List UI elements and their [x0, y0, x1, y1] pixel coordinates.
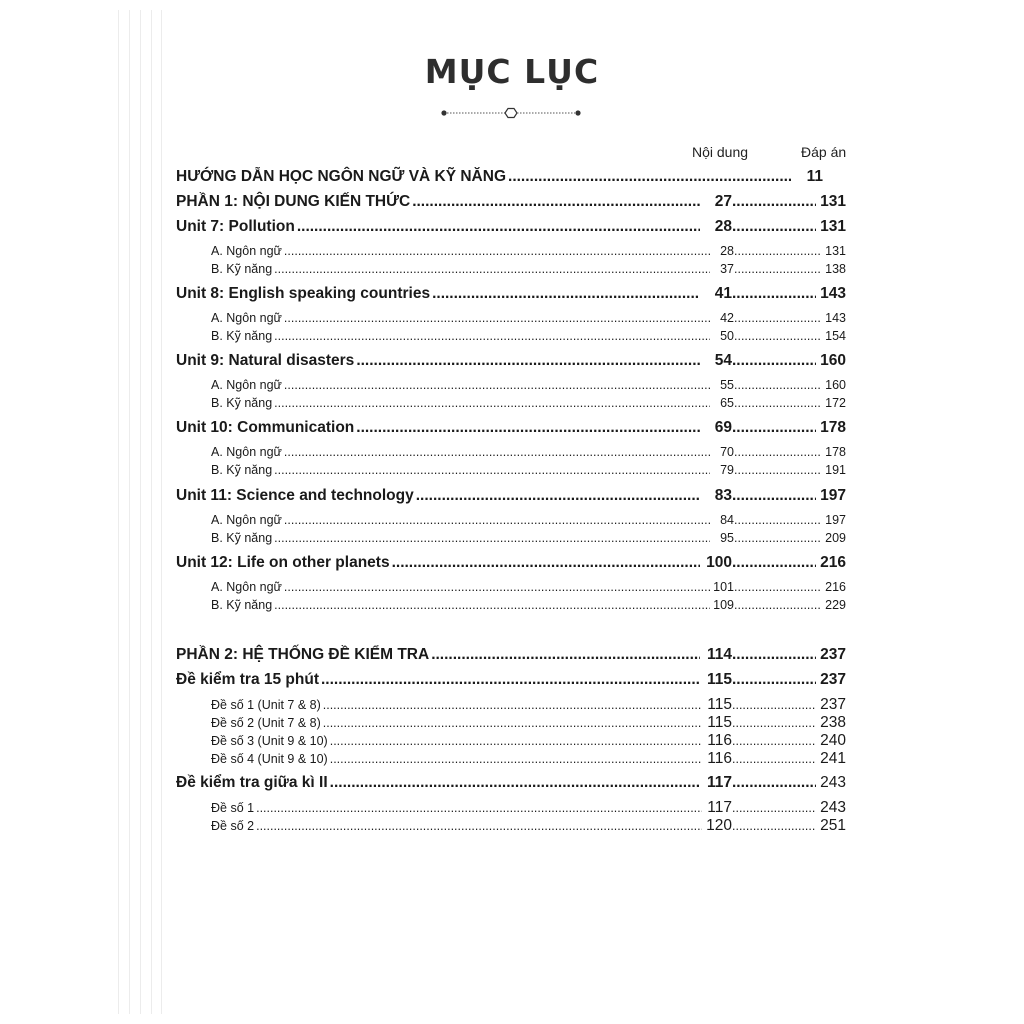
dot-leader — [732, 752, 816, 766]
entry-answer-page: 131 — [825, 244, 846, 258]
dot-leader — [274, 329, 710, 343]
entry-answer-page: 216 — [825, 580, 846, 594]
page-edge-lines — [118, 10, 162, 1014]
entry-page: 69 — [714, 419, 732, 436]
dot-leader — [330, 752, 702, 766]
dot-leader — [256, 801, 702, 815]
dot-leader — [323, 716, 702, 730]
entry-answer-page: 251 — [820, 817, 846, 834]
entry-label: Đề số 1 (Unit 7 & 8) — [211, 698, 321, 712]
entry-page: 100 — [706, 554, 732, 571]
entry-label: A. Ngôn ngữ — [211, 378, 282, 392]
dot-leader — [297, 218, 700, 236]
dot-leader — [734, 311, 822, 325]
toc-entry-unit-10[interactable] — [176, 419, 846, 439]
dot-leader — [416, 487, 700, 505]
dot-leader — [432, 285, 700, 303]
toc-subentry[interactable] — [176, 580, 846, 597]
entry-page: 65 — [720, 396, 734, 410]
dot-leader — [732, 193, 816, 211]
toc-subentry[interactable] — [176, 244, 846, 261]
dot-leader — [734, 244, 822, 258]
toc-subentry[interactable] — [176, 329, 846, 346]
entry-page: 115 — [707, 696, 732, 713]
dot-leader — [392, 554, 700, 572]
dot-leader — [734, 396, 822, 410]
entry-label: Đề kiểm tra giữa kì II — [176, 774, 328, 791]
toc-entry-part-2[interactable] — [176, 646, 846, 666]
entry-answer-page: 229 — [825, 598, 846, 612]
entry-page: 116 — [707, 732, 732, 749]
entry-label: Unit 12: Life on other planets — [176, 554, 390, 571]
entry-answer-page: 197 — [825, 513, 846, 527]
entry-answer-page: 237 — [820, 696, 846, 713]
dot-leader — [256, 819, 702, 833]
entry-label: A. Ngôn ngữ — [211, 580, 282, 594]
dot-leader — [323, 698, 702, 712]
toc-subentry[interactable] — [176, 513, 846, 530]
dot-leader — [734, 378, 822, 392]
entry-answer-page: 197 — [820, 487, 846, 504]
toc-subentry[interactable] — [176, 262, 846, 279]
toc-entry-midterm-tests[interactable] — [176, 774, 846, 794]
dot-leader — [284, 580, 710, 594]
toc-subentry[interactable] — [176, 598, 846, 615]
entry-answer-page: 178 — [825, 445, 846, 459]
entry-page: 79 — [720, 463, 734, 477]
dot-leader — [734, 262, 822, 276]
entry-page: 95 — [720, 531, 734, 545]
dot-leader — [732, 218, 816, 236]
entry-answer-page: 241 — [820, 750, 846, 767]
dot-leader — [732, 819, 816, 833]
entry-label: Unit 9: Natural disasters — [176, 352, 355, 369]
entry-page: 117 — [707, 799, 732, 816]
entry-label: PHẦN 2: HỆ THỐNG ĐỀ KIỂM TRA — [176, 646, 430, 663]
dot-leader — [274, 463, 710, 477]
dot-leader — [734, 463, 822, 477]
toc-test-entry[interactable] — [176, 732, 846, 750]
entry-label: PHẦN 1: NỘI DUNG KIẾN THỨC — [176, 193, 411, 210]
entry-page: 120 — [706, 817, 732, 834]
entry-label: B. Kỹ năng — [211, 396, 273, 410]
toc-entry-15-minute-tests[interactable] — [176, 671, 846, 691]
dot-leader — [274, 598, 710, 612]
dot-leader — [732, 774, 816, 792]
entry-label: A. Ngôn ngữ — [211, 513, 282, 527]
dot-leader — [732, 419, 816, 437]
entry-answer-page: 131 — [820, 193, 846, 210]
toc-entry-unit-8[interactable] — [176, 285, 846, 305]
entry-answer-page: 138 — [825, 262, 846, 276]
entry-page: 42 — [720, 311, 734, 325]
entry-label: B. Kỹ năng — [211, 598, 273, 612]
entry-label: B. Kỹ năng — [211, 531, 273, 545]
entry-page: 11 — [806, 168, 824, 185]
entry-label: A. Ngôn ngữ — [211, 311, 282, 325]
entry-page: 115 — [706, 671, 732, 688]
dot-leader — [732, 671, 816, 689]
toc-test-entry[interactable] — [176, 696, 846, 714]
dot-leader — [330, 734, 702, 748]
dot-leader — [732, 734, 816, 748]
entry-label: Unit 7: Pollution — [176, 218, 295, 235]
entry-answer-page: 191 — [825, 463, 846, 477]
toc-test-entry[interactable] — [176, 750, 846, 768]
entry-page: 117 — [706, 774, 732, 791]
entry-answer-page: 238 — [820, 714, 846, 731]
dot-leader — [274, 531, 710, 545]
toc-entry-unit-9[interactable] — [176, 352, 846, 372]
toc-subentry[interactable] — [176, 396, 846, 413]
entry-label: Đề số 2 (Unit 7 & 8) — [211, 716, 321, 730]
entry-page: 54 — [714, 352, 732, 369]
entry-answer-page: 143 — [825, 311, 846, 325]
dot-leader — [284, 244, 710, 258]
dot-leader — [284, 513, 710, 527]
toc-subentry[interactable] — [176, 531, 846, 548]
toc-subentry[interactable] — [176, 445, 846, 462]
dot-leader — [284, 311, 710, 325]
entry-answer-page: 243 — [820, 799, 846, 816]
dot-leader — [734, 513, 822, 527]
toc-test-entry[interactable] — [176, 799, 846, 817]
entry-label: HƯỚNG DẪN HỌC NGÔN NGỮ VÀ KỸ NĂNG — [176, 168, 507, 185]
dot-leader — [330, 774, 700, 792]
toc-entry-unit-7[interactable] — [176, 218, 846, 238]
entry-answer-page: 172 — [825, 396, 846, 410]
entry-page: 84 — [720, 513, 734, 527]
entry-label: B. Kỹ năng — [211, 262, 273, 276]
dot-leader — [732, 352, 816, 370]
dot-leader — [734, 531, 822, 545]
dot-leader — [284, 378, 710, 392]
entry-answer-page: 131 — [820, 218, 846, 235]
title-ornament — [441, 106, 581, 120]
toc-entry-unit-11[interactable] — [176, 487, 846, 507]
dot-leader — [321, 671, 700, 689]
toc-test-entry[interactable] — [176, 714, 846, 732]
entry-page: 50 — [720, 329, 734, 343]
toc-subentry[interactable] — [176, 378, 846, 395]
entry-answer-page: 160 — [820, 352, 846, 369]
dot-leader — [732, 698, 816, 712]
dot-leader — [732, 487, 816, 505]
entry-label: A. Ngôn ngữ — [211, 445, 282, 459]
dot-leader — [284, 445, 710, 459]
entry-label: Đề số 1 — [211, 801, 255, 815]
entry-label: B. Kỹ năng — [211, 329, 273, 343]
dot-leader — [412, 193, 700, 211]
entry-answer-page: 178 — [820, 419, 846, 436]
entry-page: 115 — [707, 714, 732, 731]
dot-leader — [734, 329, 822, 343]
dot-leader — [356, 352, 700, 370]
dot-leader — [431, 646, 700, 664]
dot-leader — [734, 598, 822, 612]
toc-entry-unit-12[interactable] — [176, 554, 846, 574]
entry-answer-page: 237 — [820, 646, 846, 663]
dot-leader — [732, 554, 816, 572]
dot-leader — [734, 580, 822, 594]
entry-answer-page: 209 — [825, 531, 846, 545]
entry-answer-page: 237 — [820, 671, 846, 688]
entry-page: 28 — [720, 244, 734, 258]
dot-leader — [274, 262, 710, 276]
dot-leader — [732, 646, 816, 664]
entry-answer-page: 243 — [820, 774, 846, 791]
page-title: MỤC LỤC — [424, 52, 600, 91]
entry-answer-page: 154 — [825, 329, 846, 343]
entry-label: Đề kiểm tra 15 phút — [176, 671, 319, 688]
toc-subentry[interactable] — [176, 311, 846, 328]
dot-leader — [732, 801, 816, 815]
entry-page: 83 — [714, 487, 732, 504]
entry-page: 27 — [714, 193, 732, 210]
entry-answer-page: 216 — [820, 554, 846, 571]
entry-page: 116 — [707, 750, 732, 767]
toc-test-entry[interactable] — [176, 817, 846, 835]
entry-label: B. Kỹ năng — [211, 463, 273, 477]
entry-label: Unit 8: English speaking countries — [176, 285, 431, 302]
dot-leader — [274, 396, 710, 410]
entry-page: 114 — [706, 646, 732, 663]
entry-label: Unit 11: Science and technology — [176, 487, 414, 504]
entry-label: Unit 10: Communication — [176, 419, 355, 436]
column-header-content: Nội dung — [692, 144, 749, 160]
entry-page: 37 — [720, 262, 734, 276]
entry-answer-page: 160 — [825, 378, 846, 392]
dot-leader — [356, 419, 700, 437]
entry-page: 101 — [713, 580, 734, 594]
column-header-answers: Đáp án — [801, 144, 847, 160]
entry-label: Đề số 4 (Unit 9 & 10) — [211, 752, 328, 766]
entry-answer-page: 240 — [820, 732, 846, 749]
dot-leader — [732, 716, 816, 730]
entry-label: Đề số 2 — [211, 819, 255, 833]
toc-entry-part-1[interactable] — [176, 193, 846, 213]
dot-leader — [734, 445, 822, 459]
toc-entry-guide[interactable] — [176, 168, 846, 188]
toc-subentry[interactable] — [176, 463, 846, 480]
entry-page: 109 — [713, 598, 734, 612]
entry-page: 55 — [720, 378, 734, 392]
dot-leader — [508, 168, 791, 186]
entry-page: 41 — [714, 285, 732, 302]
entry-label: Đề số 3 (Unit 9 & 10) — [211, 734, 328, 748]
entry-page: 70 — [720, 445, 734, 459]
entry-label: A. Ngôn ngữ — [211, 244, 282, 258]
dot-leader — [732, 285, 816, 303]
entry-answer-page: 143 — [820, 285, 846, 302]
entry-page: 28 — [714, 218, 732, 235]
